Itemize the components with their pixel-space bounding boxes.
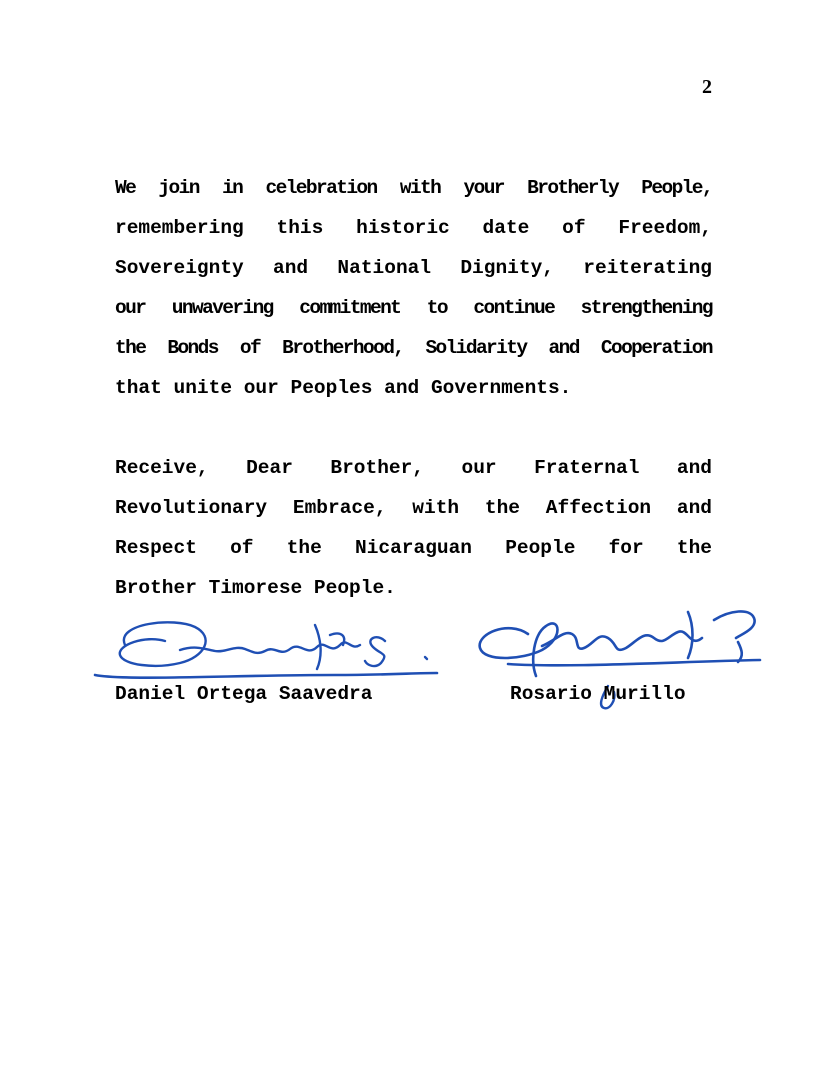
paragraph-line: our unwavering commitment to continue strengthening xyxy=(115,297,712,319)
paragraph-line: that unite our Peoples and Governments. xyxy=(115,377,572,399)
paragraph-line: remembering this historic date of Freedom, xyxy=(115,217,712,239)
page-number: 2 xyxy=(702,76,712,98)
letter-paragraph-1 xyxy=(115,168,712,408)
paragraph-line: Sovereignty and National Dignity, reiterating xyxy=(115,257,712,279)
paragraph-line: Receive, Dear Brother, our Fraternal and xyxy=(115,457,712,479)
paragraph-line: Brother Timorese People. xyxy=(115,577,396,599)
letter-paragraph-2 xyxy=(115,448,712,608)
signatory-name: Rosario Murillo xyxy=(510,683,686,705)
paragraph-line: the Bonds of Brotherhood, Solidarity and Cooperation xyxy=(115,337,712,359)
paragraph-line: Respect of the Nicaraguan People for the xyxy=(115,537,712,559)
paragraph-line: We join in celebration with your Brotherly People, xyxy=(115,177,712,199)
signatory-name: Daniel Ortega Saavedra xyxy=(115,683,373,705)
paragraph-line: Revolutionary Embrace, with the Affection and xyxy=(115,497,712,519)
